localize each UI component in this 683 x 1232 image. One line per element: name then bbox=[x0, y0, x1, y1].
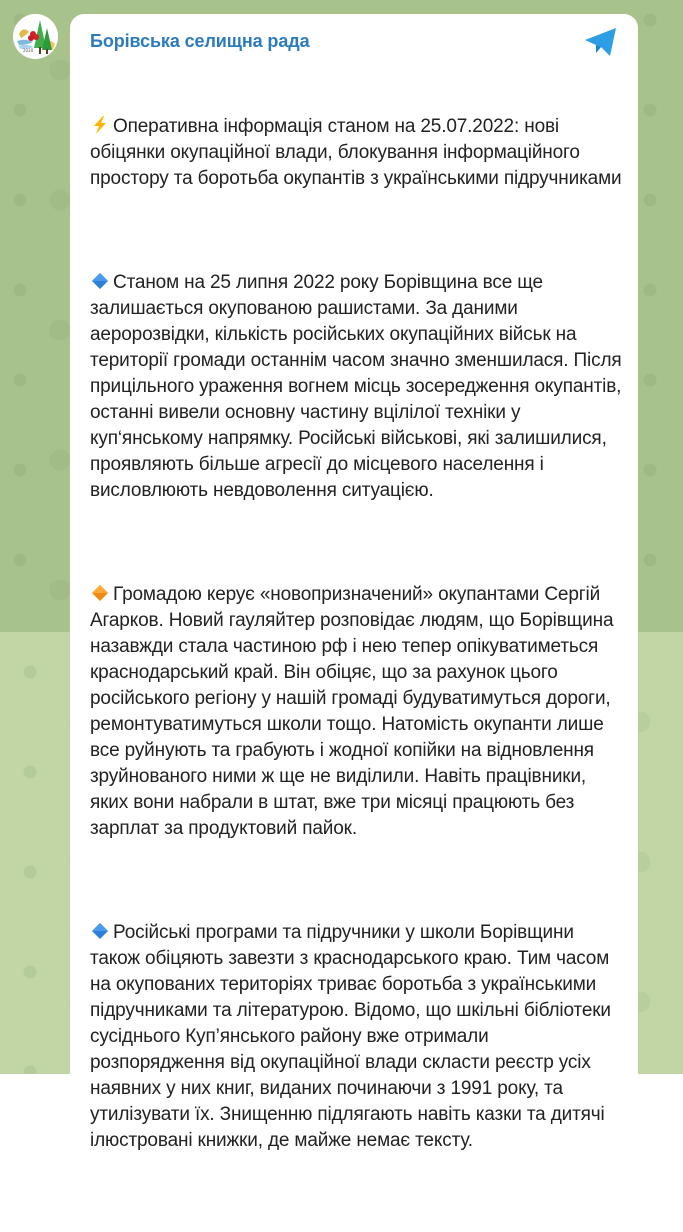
paragraph-headline bbox=[90, 114, 625, 192]
blue-diamond-icon bbox=[90, 271, 110, 291]
svg-text:2020: 2020 bbox=[23, 48, 34, 53]
channel-name[interactable]: Борівська селищна рада bbox=[90, 31, 310, 51]
paragraph-text: Російські програми та підручники у школи Борівщини також обіцяють завезти з краснодарського краю. Тим часом на окупованих територіях триває боротьба з українськими підручниками та літературою. Відомо, що шкільні бібліотеки сусіднього Куп’янського району вже отримали розпорядження від окупаційної влади скласти реєстр усіх наявних у них книг, виданих починаючи з 1991 року, та утилізувати їх. Знищенню підлягають навіть казки та дитячі ілюстровані книжки, де майже немає тексту. bbox=[90, 922, 617, 1151]
borova-logo-icon bbox=[13, 14, 58, 59]
orange-diamond-icon bbox=[90, 583, 110, 603]
paragraph-administration bbox=[90, 582, 625, 842]
paragraph-text: Станом на 25 липня 2022 року Борівщина все ще залишається окупованою рашистами. За даними аеророзвідки, кількість російських окупаційних військ на території громади останнім часом значно зменшилася. Після прицільного ураження вогнем місць зосередження окупантів, останні вивели основну частину вцілілої техніки у куп‘янському напрямку. Російські військові, які залишилися, проявляють більше агресії до місцевого населення і висловлюють невдоволення ситуацією. bbox=[90, 272, 627, 501]
message-text bbox=[90, 62, 625, 1232]
message-bubble bbox=[70, 14, 638, 1151]
paragraph-occupation-status bbox=[90, 270, 625, 504]
channel-avatar[interactable] bbox=[13, 14, 58, 59]
paragraph-text: Громадою керує «новопризначений» окупантами Сергій Агарков. Новий гауляйтер розповідає людям, що Борівщина назавжди стала частиною рф і нею тепер опікуватиметься краснодарський край. Він обіцяє, що за рахунок цього російського регіону у нашій громаді будуватимуться дороги, ремонтуватимуться школи тощо. Натомість окупанти лише все руйнують та грабують і жодної копійки на відновлення зруйнованого ними ж ще не виділили. Навіть працівники, яких вони набрали в штат, вже три місяці працюють без зарплат за продуктовий пайок. bbox=[90, 584, 619, 839]
telegram-icon[interactable] bbox=[584, 27, 618, 57]
paragraph-textbooks bbox=[90, 920, 625, 1154]
lightning-icon bbox=[90, 115, 110, 135]
blue-diamond-icon bbox=[90, 921, 110, 941]
paper-plane-icon bbox=[584, 27, 618, 57]
paragraph-text: Оперативна інформація станом на 25.07.2022: нові обіцянки окупаційної влади, блокування інформаційного простору та боротьба окупантів з українськими підручниками bbox=[90, 116, 622, 189]
